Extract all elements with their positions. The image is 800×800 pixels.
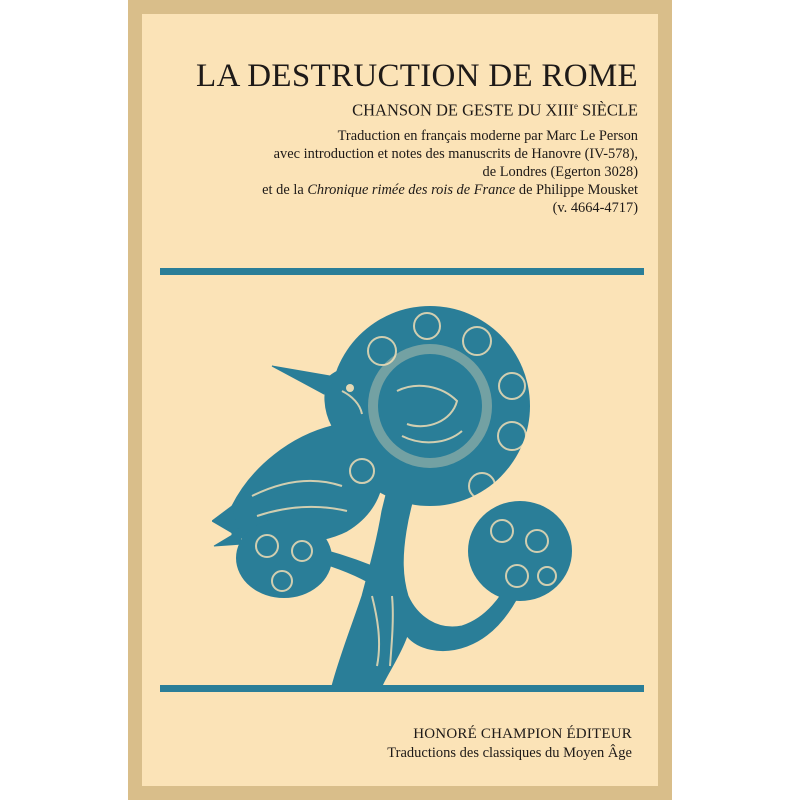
- subtitle-superscript: e: [573, 101, 578, 111]
- cover-header: [178, 58, 638, 217]
- book-cover: [128, 0, 672, 800]
- subtitle-end: SIÈCLE: [577, 100, 638, 120]
- line4-italic-title: Chronique rimée des rois de France: [307, 181, 516, 198]
- publisher-name: HONORÉ CHAMPION ÉDITEUR: [413, 726, 632, 742]
- description-line-3: de Londres (Egerton 3028): [482, 163, 638, 180]
- description-line-5: (v. 4664-4717): [552, 199, 638, 216]
- top-divider-rule: [160, 268, 644, 275]
- bottom-divider-rule: [160, 685, 644, 692]
- book-title: LA DESTRUCTION DE ROME: [195, 58, 638, 94]
- bird-tree-woodcut-icon: [212, 296, 572, 686]
- series-name: Traductions des classiques du Moyen Âge: [387, 745, 632, 761]
- cover-footer: [387, 725, 632, 763]
- line4-prefix: et de la: [262, 181, 308, 198]
- description-line-2: avec introduction et notes des manuscrits de Hanovre (IV-578),: [273, 145, 638, 162]
- subtitle-main: CHANSON DE GESTE DU XIII: [352, 100, 574, 120]
- book-subtitle: [178, 96, 638, 121]
- line4-suffix: de Philippe Mousket: [515, 181, 638, 198]
- cover-panel: [142, 14, 658, 786]
- description-line-4: [178, 181, 638, 199]
- book-description: [178, 127, 638, 217]
- description-line-1: Traduction en français moderne par Marc Le Person: [337, 127, 638, 144]
